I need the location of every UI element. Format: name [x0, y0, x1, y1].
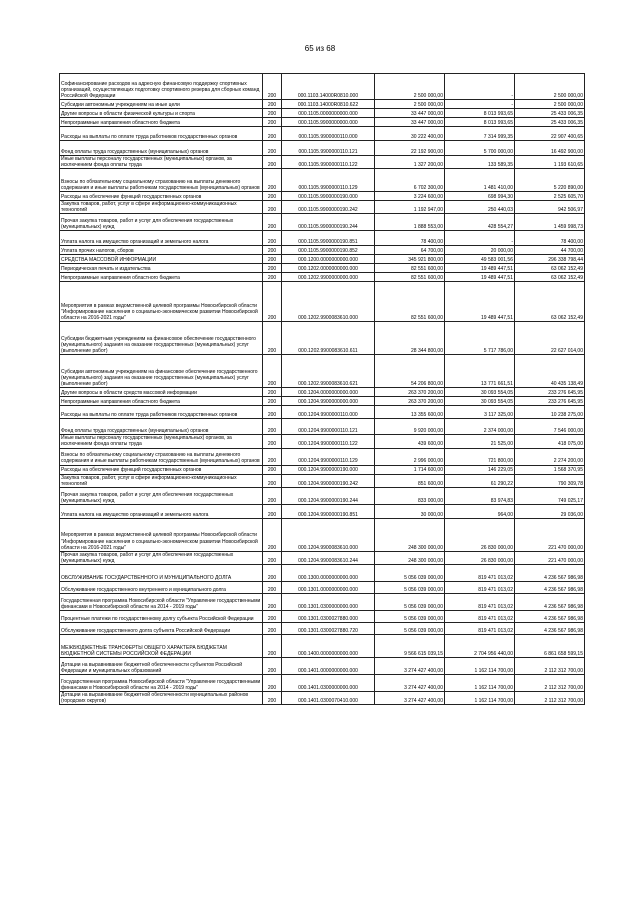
- row-fact: 819 471 013,02: [445, 622, 515, 634]
- row-grbs: 200: [263, 435, 282, 448]
- row-grbs: 200: [263, 691, 282, 704]
- row-code: 000.1204.9900000190.851: [282, 504, 375, 518]
- table-row: [60, 622, 585, 634]
- row-grbs: 200: [263, 156, 282, 169]
- row-rest: 7 546 000,00: [515, 419, 585, 435]
- row-plan: 30 000,00: [375, 504, 445, 518]
- row-rest: 63 062 152,49: [515, 282, 585, 322]
- row-fact: 13 771 661,51: [445, 355, 515, 388]
- row-code: 000.1300.0000000000.000: [282, 564, 375, 581]
- row-fact: 819 471 013,02: [445, 581, 515, 593]
- row-code: 000.1202.9900083610.611: [282, 322, 375, 355]
- table-row: [60, 201, 585, 214]
- row-plan: 78 400,00: [375, 231, 445, 246]
- row-code: 000.1105.9900000190.852: [282, 246, 375, 255]
- row-code: 000.1202.9900083610.621: [282, 355, 375, 388]
- row-code: 000.1105.9900000110.000: [282, 127, 375, 141]
- row-grbs: 200: [263, 169, 282, 192]
- row-plan: 82 551 600,00: [375, 273, 445, 282]
- table-row: [60, 435, 585, 448]
- row-grbs: 200: [263, 192, 282, 201]
- row-grbs: 200: [263, 264, 282, 273]
- row-name: Государственная программа Новосибирской области "Управление государственными финансами в Новосибирской области на 2014 - 2019 годы": [60, 593, 263, 610]
- row-rest: 1 568 370,95: [515, 465, 585, 474]
- page-number: 65 из 68: [304, 44, 336, 53]
- row-rest: 16 492 900,00: [515, 141, 585, 156]
- row-rest: 22 907 400,65: [515, 127, 585, 141]
- table-row: [60, 518, 585, 551]
- row-fact: 819 471 013,02: [445, 564, 515, 581]
- row-name: Непрограммные направления областного бюджета: [60, 273, 263, 282]
- table-row: [60, 100, 585, 109]
- row-code: 000.1105.9900000110.122: [282, 156, 375, 169]
- row-grbs: 200: [263, 231, 282, 246]
- table-row: [60, 255, 585, 264]
- row-name: Расходы на выплаты по оплате труда работников государственных органов: [60, 127, 263, 141]
- table-row: [60, 448, 585, 465]
- row-code: 000.1105.0000000000.000: [282, 109, 375, 118]
- row-fact: 3 117 325,00: [445, 406, 515, 419]
- row-rest: 2 525 605,70: [515, 192, 585, 201]
- row-rest: 2 500 000,00: [515, 74, 585, 100]
- row-rest: 418 075,00: [515, 435, 585, 448]
- row-plan: 3 274 427 400,00: [375, 674, 445, 691]
- row-fact: 5 700 000,00: [445, 141, 515, 156]
- row-plan: 1 888 553,00: [375, 214, 445, 231]
- row-rest: 790 309,78: [515, 474, 585, 487]
- row-fact: 1 162 114 700,00: [445, 674, 515, 691]
- table-row: [60, 610, 585, 622]
- row-rest: 4 236 567 986,98: [515, 581, 585, 593]
- row-name: МЕЖБЮДЖЕТНЫЕ ТРАНСФЕРТЫ ОБЩЕГО ХАРАКТЕРА БЮДЖЕТАМ БЮДЖЕТНОЙ СИСТЕМЫ РОССИЙСКОЙ ФЕДЕРАЦИИ: [60, 634, 263, 657]
- row-rest: 63 062 152,49: [515, 273, 585, 282]
- row-code: 000.1204.9900000190.242: [282, 474, 375, 487]
- table-row: [60, 551, 585, 564]
- row-grbs: 200: [263, 397, 282, 406]
- row-plan: 5 056 039 000,00: [375, 581, 445, 593]
- row-grbs: 200: [263, 487, 282, 504]
- row-plan: 5 056 039 000,00: [375, 610, 445, 622]
- table-row: [60, 192, 585, 201]
- row-fact: 61 290,22: [445, 474, 515, 487]
- row-name: Софинансирование расходов на адресную финансовую поддержку спортивных организаций, осуществляющих подготовку спортивного резерва для сборных команд Российской Федерации: [60, 74, 263, 100]
- table-row: [60, 322, 585, 355]
- row-name: Фонд оплаты труда государственных (муниципальных) органов: [60, 141, 263, 156]
- row-grbs: 200: [263, 419, 282, 435]
- row-name: Непрограммные направления областного бюджета: [60, 118, 263, 127]
- row-code: 000.1204.0000000000.000: [282, 388, 375, 397]
- row-plan: 6 702 300,00: [375, 169, 445, 192]
- row-plan: 54 206 800,00: [375, 355, 445, 388]
- row-name: Непрограммные направления областного бюджета: [60, 397, 263, 406]
- row-rest: 44 700,00: [515, 246, 585, 255]
- row-grbs: 200: [263, 448, 282, 465]
- row-grbs: 200: [263, 214, 282, 231]
- row-grbs: 200: [263, 388, 282, 397]
- row-grbs: 200: [263, 322, 282, 355]
- row-grbs: 200: [263, 518, 282, 551]
- row-plan: 833 000,00: [375, 487, 445, 504]
- row-rest: 749 025,17: [515, 487, 585, 504]
- row-rest: 2 274 200,00: [515, 448, 585, 465]
- row-rest: 25 433 006,35: [515, 118, 585, 127]
- table-row: [60, 691, 585, 704]
- row-fact: 698 994,30: [445, 192, 515, 201]
- row-code: 000.1105.9900000190.244: [282, 214, 375, 231]
- row-name: Иные выплаты персоналу государственных (муниципальных) органов, за исключением фонда оплаты труда: [60, 435, 263, 448]
- row-code: 000.1105.9900000110.129: [282, 169, 375, 192]
- row-fact: 7 314 999,35: [445, 127, 515, 141]
- row-name: Расходы на обеспечение функций государственных органов: [60, 465, 263, 474]
- table-row: [60, 127, 585, 141]
- table-row: [60, 231, 585, 246]
- row-grbs: 200: [263, 109, 282, 118]
- row-plan: 3 274 427 400,00: [375, 657, 445, 674]
- row-grbs: 200: [263, 127, 282, 141]
- row-code: 000.1204.9900000000.000: [282, 397, 375, 406]
- row-rest: 5 220 890,00: [515, 169, 585, 192]
- row-plan: 9 920 000,00: [375, 419, 445, 435]
- row-fact: 721 800,00: [445, 448, 515, 465]
- row-plan: 13 355 600,00: [375, 406, 445, 419]
- table-row: [60, 273, 585, 282]
- row-rest: 2 500 000,00: [515, 100, 585, 109]
- table-row: [60, 74, 585, 100]
- row-plan: 33 447 000,00: [375, 118, 445, 127]
- table-row: [60, 214, 585, 231]
- row-plan: 82 551 600,00: [375, 264, 445, 273]
- row-code: 000.1105.9900000000.000: [282, 118, 375, 127]
- row-grbs: 200: [263, 246, 282, 255]
- row-fact: 19 489 447,51: [445, 282, 515, 322]
- row-plan: 5 056 039 000,00: [375, 593, 445, 610]
- row-rest: 1 193 610,65: [515, 156, 585, 169]
- row-grbs: 200: [263, 634, 282, 657]
- row-grbs: 200: [263, 355, 282, 388]
- row-plan: 9 566 615 039,15: [375, 634, 445, 657]
- row-rest: 221 470 000,00: [515, 551, 585, 564]
- row-rest: 1 459 998,73: [515, 214, 585, 231]
- row-plan: 3 224 600,00: [375, 192, 445, 201]
- row-plan: 30 222 400,00: [375, 127, 445, 141]
- row-name: Прочая закупка товаров, работ и услуг для обеспечения государственных (муниципальных) нужд: [60, 551, 263, 564]
- row-grbs: 200: [263, 622, 282, 634]
- row-name: Уплата прочих налогов, сборов: [60, 246, 263, 255]
- row-rest: 2 112 312 700,00: [515, 691, 585, 704]
- row-grbs: 200: [263, 100, 282, 109]
- table-row: [60, 109, 585, 118]
- row-grbs: 200: [263, 201, 282, 214]
- table-row: [60, 657, 585, 674]
- row-plan: 2 996 000,00: [375, 448, 445, 465]
- row-fact: 428 554,27: [445, 214, 515, 231]
- row-grbs: 200: [263, 474, 282, 487]
- row-grbs: 200: [263, 273, 282, 282]
- row-code: 000.1105.9900000190.851: [282, 231, 375, 246]
- row-name: Другие вопросы в области физической культуры и спорта: [60, 109, 263, 118]
- row-rest: 29 036,00: [515, 504, 585, 518]
- row-plan: 22 192 900,00: [375, 141, 445, 156]
- row-fact: 146 229,05: [445, 465, 515, 474]
- row-plan: 263 370 200,00: [375, 397, 445, 406]
- row-code: 000.1202.0000000000.000: [282, 264, 375, 273]
- row-name: Периодическая печать и издательства: [60, 264, 263, 273]
- row-rest: 4 236 567 986,98: [515, 564, 585, 581]
- row-grbs: 200: [263, 564, 282, 581]
- table-row: [60, 674, 585, 691]
- row-fact: -: [445, 74, 515, 100]
- row-fact: 133 589,35: [445, 156, 515, 169]
- row-code: 000.1105.9900000110.121: [282, 141, 375, 156]
- row-code: 000.1301.0300000000.000: [282, 593, 375, 610]
- table-row: [60, 264, 585, 273]
- row-code: 000.1204.9900083610.244: [282, 551, 375, 564]
- budget-table: [59, 73, 585, 705]
- row-grbs: 200: [263, 657, 282, 674]
- row-grbs: 200: [263, 674, 282, 691]
- row-name: Мероприятия в рамках ведомственной целевой программы Новосибирской области "Информирование населения о социально-экономическом развитии Новосибирской области на 2016-2021 годы": [60, 518, 263, 551]
- row-fact: 250 440,03: [445, 201, 515, 214]
- row-grbs: 200: [263, 74, 282, 100]
- row-fact: 20 000,00: [445, 246, 515, 255]
- row-code: 000.1401.0000000000.000: [282, 657, 375, 674]
- row-rest: 63 062 152,49: [515, 264, 585, 273]
- row-name: Субсидии автономным учреждениям на иные цели: [60, 100, 263, 109]
- table-row: [60, 355, 585, 388]
- row-rest: 25 433 006,35: [515, 109, 585, 118]
- row-rest: 233 276 645,95: [515, 397, 585, 406]
- row-code: 000.1105.9900000190.000: [282, 192, 375, 201]
- row-fact: 964,00: [445, 504, 515, 518]
- row-name: Процентные платежи по государственному долгу субъекта Российской Федерации: [60, 610, 263, 622]
- row-name: Расходы на обеспечение функций государственных органов: [60, 192, 263, 201]
- row-plan: 248 300 000,00: [375, 551, 445, 564]
- table-row: [60, 593, 585, 610]
- row-grbs: 200: [263, 406, 282, 419]
- row-fact: 30 093 554,05: [445, 388, 515, 397]
- row-rest: 4 236 567 986,98: [515, 622, 585, 634]
- row-rest: 233 276 645,95: [515, 388, 585, 397]
- row-rest: 4 236 567 986,98: [515, 610, 585, 622]
- row-rest: 40 435 138,49: [515, 355, 585, 388]
- row-fact: 2 374 000,00: [445, 419, 515, 435]
- row-rest: 296 338 798,44: [515, 255, 585, 264]
- row-code: 000.1204.9900000110.121: [282, 419, 375, 435]
- row-grbs: 200: [263, 255, 282, 264]
- row-plan: 263 370 200,00: [375, 388, 445, 397]
- table-row: [60, 282, 585, 322]
- row-fact: 2 704 956 440,00: [445, 634, 515, 657]
- table-row: [60, 388, 585, 397]
- table-row: [60, 118, 585, 127]
- row-name: Фонд оплаты труда государственных (муниципальных) органов: [60, 419, 263, 435]
- row-name: Прочая закупка товаров, работ и услуг для обеспечения государственных (муниципальных) нужд: [60, 487, 263, 504]
- row-code: 000.1200.0000000000.000: [282, 255, 375, 264]
- row-code: 000.1202.9900083610.000: [282, 282, 375, 322]
- row-plan: 33 447 000,00: [375, 109, 445, 118]
- table-row: [60, 581, 585, 593]
- row-name: Обслуживание государственного внутреннего и муниципального долга: [60, 581, 263, 593]
- row-grbs: 200: [263, 118, 282, 127]
- row-code: 000.1301.0300027880.000: [282, 610, 375, 622]
- row-fact: 19 489 447,51: [445, 264, 515, 273]
- row-code: 000.1400.0000000000.000: [282, 634, 375, 657]
- row-code: 000.1301.0300027880.720: [282, 622, 375, 634]
- row-fact: -: [445, 231, 515, 246]
- row-plan: 851 600,00: [375, 474, 445, 487]
- row-fact: 19 489 447,51: [445, 273, 515, 282]
- table-row: [60, 156, 585, 169]
- row-plan: 2 500 000,00: [375, 74, 445, 100]
- row-grbs: 200: [263, 551, 282, 564]
- row-plan: 1 192 947,00: [375, 201, 445, 214]
- row-name: Прочая закупка товаров, работ и услуг для обеспечения государственных (муниципальных) нужд: [60, 214, 263, 231]
- row-name: Обслуживание государственного долга субъекта Российской Федерации: [60, 622, 263, 634]
- row-fact: 1 162 114 700,00: [445, 657, 515, 674]
- row-plan: 5 056 039 000,00: [375, 622, 445, 634]
- row-plan: 28 344 800,00: [375, 322, 445, 355]
- table-row: [60, 487, 585, 504]
- row-fact: 26 830 000,00: [445, 551, 515, 564]
- row-name: Субсидии бюджетным учреждениям на финансовое обеспечение государственного (муниципального) задания на оказание государственных (муниципальных) услуг (выполнение работ): [60, 322, 263, 355]
- table-row: [60, 564, 585, 581]
- row-rest: 22 627 014,00: [515, 322, 585, 355]
- row-code: 000.1301.0000000000.000: [282, 581, 375, 593]
- row-fact: 21 525,00: [445, 435, 515, 448]
- row-rest: 4 236 567 986,98: [515, 593, 585, 610]
- row-fact: 30 093 554,05: [445, 397, 515, 406]
- row-rest: 942 506,97: [515, 201, 585, 214]
- row-grbs: 200: [263, 282, 282, 322]
- row-plan: 2 500 000,00: [375, 100, 445, 109]
- row-name: Государственная программа Новосибирской области "Управление государственными финансами в Новосибирской области на 2014 - 2019 годы": [60, 674, 263, 691]
- row-name: Уплата налога на имущество организаций и земельного налога: [60, 231, 263, 246]
- row-code: 000.1204.9900000110.129: [282, 448, 375, 465]
- row-fact: 8 013 993,65: [445, 109, 515, 118]
- row-code: 000.1202.9900000000.000: [282, 273, 375, 282]
- row-name: СРЕДСТВА МАССОВОЙ ИНФОРМАЦИИ: [60, 255, 263, 264]
- row-plan: 3 274 427 400,00: [375, 691, 445, 704]
- row-name: Мероприятия в рамках ведомственной целевой программы Новосибирской области "Информирование населения о социально-экономическом развитии Новосибирской области на 2016-2021 годы": [60, 282, 263, 322]
- row-plan: 5 056 039 000,00: [375, 564, 445, 581]
- row-fact: 1 162 114 700,00: [445, 691, 515, 704]
- row-name: ОБСЛУЖИВАНИЕ ГОСУДАРСТВЕННОГО И МУНИЦИПАЛЬНОГО ДОЛГА: [60, 564, 263, 581]
- row-fact: 819 471 013,02: [445, 593, 515, 610]
- row-name: Дотации на выравнивание бюджетной обеспеченности субъектов Российской Федерации и муниципальных образований: [60, 657, 263, 674]
- row-code: 000.1204.9900000110.122: [282, 435, 375, 448]
- row-fact: 49 583 001,56: [445, 255, 515, 264]
- row-name: Субсидии автономным учреждениям на финансовое обеспечение государственного (муниципального) задания на оказание государственных (муниципальных) услуг (выполнение работ): [60, 355, 263, 388]
- row-grbs: 200: [263, 581, 282, 593]
- row-plan: 64 700,00: [375, 246, 445, 255]
- row-code: 000.1401.0300000000.000: [282, 674, 375, 691]
- row-plan: 439 600,00: [375, 435, 445, 448]
- row-name: Уплата налога на имущество организаций и земельного налога: [60, 504, 263, 518]
- row-plan: 82 551 600,00: [375, 282, 445, 322]
- row-name: Закупка товаров, работ, услуг в сфере информационно-коммуникационных технологий: [60, 474, 263, 487]
- row-grbs: 200: [263, 610, 282, 622]
- row-name: Другие вопросы в области средств массовой информации: [60, 388, 263, 397]
- row-name: Дотации на выравнивание бюджетной обеспеченности муниципальных районов (городских округов): [60, 691, 263, 704]
- row-plan: 1 714 600,00: [375, 465, 445, 474]
- row-code: 000.1103.14000R0810.622: [282, 100, 375, 109]
- row-plan: 1 327 200,00: [375, 156, 445, 169]
- row-code: 000.1401.0300070410.000: [282, 691, 375, 704]
- row-name: Расходы на выплаты по оплате труда работников государственных органов: [60, 406, 263, 419]
- row-name: Закупка товаров, работ, услуг в сфере информационно-коммуникационных технологий: [60, 201, 263, 214]
- row-name: Взносы по обязательному социальному страхованию на выплаты денежного содержания и иные выплаты работникам государственных (муниципальных) органов: [60, 169, 263, 192]
- row-name: Взносы по обязательному социальному страхованию на выплаты денежного содержания и иные выплаты работникам государственных (муниципальных) органов: [60, 448, 263, 465]
- row-grbs: 200: [263, 465, 282, 474]
- row-rest: 10 238 275,00: [515, 406, 585, 419]
- row-code: 000.1103.14000R0810.000: [282, 74, 375, 100]
- row-code: 000.1204.9900000110.000: [282, 406, 375, 419]
- row-rest: 221 470 000,00: [515, 518, 585, 551]
- row-plan: 345 921 800,00: [375, 255, 445, 264]
- row-fact: 8 013 993,65: [445, 118, 515, 127]
- row-grbs: 200: [263, 141, 282, 156]
- row-fact: 819 471 013,02: [445, 610, 515, 622]
- row-fact: 1 481 410,00: [445, 169, 515, 192]
- table-row: [60, 169, 585, 192]
- row-rest: 2 112 312 700,00: [515, 674, 585, 691]
- table-row: [60, 246, 585, 255]
- table-row: [60, 474, 585, 487]
- row-fact: -: [445, 100, 515, 109]
- row-code: 000.1204.9900083610.000: [282, 518, 375, 551]
- table-row: [60, 504, 585, 518]
- table-row: [60, 406, 585, 419]
- row-grbs: 200: [263, 593, 282, 610]
- table-row: [60, 634, 585, 657]
- row-fact: 5 717 786,00: [445, 322, 515, 355]
- table-row: [60, 141, 585, 156]
- row-code: 000.1204.9900000190.000: [282, 465, 375, 474]
- row-rest: 78 400,00: [515, 231, 585, 246]
- row-code: 000.1204.9900000190.244: [282, 487, 375, 504]
- row-fact: 83 974,83: [445, 487, 515, 504]
- row-plan: 248 300 000,00: [375, 518, 445, 551]
- table-row: [60, 397, 585, 406]
- row-rest: 6 861 658 599,15: [515, 634, 585, 657]
- row-name: Иные выплаты персоналу государственных (муниципальных) органов, за исключением фонда оплаты труда: [60, 156, 263, 169]
- row-code: 000.1105.9900000190.242: [282, 201, 375, 214]
- row-rest: 2 112 312 700,00: [515, 657, 585, 674]
- table-row: [60, 419, 585, 435]
- row-fact: 26 830 000,00: [445, 518, 515, 551]
- row-grbs: 200: [263, 504, 282, 518]
- table-row: [60, 465, 585, 474]
